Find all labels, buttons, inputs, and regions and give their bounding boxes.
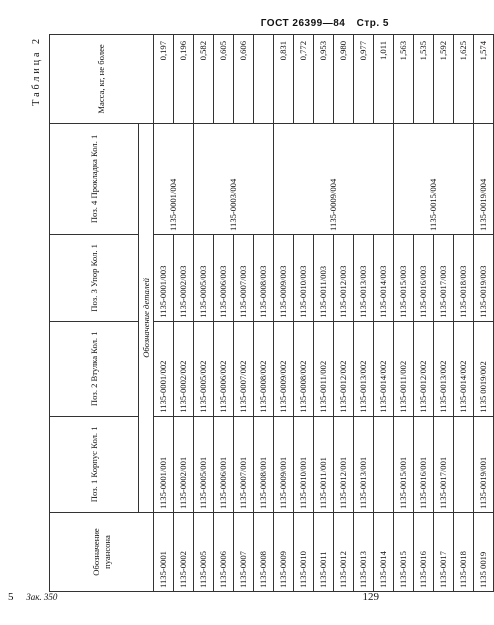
cell-name: 1135-0018: [454, 513, 474, 592]
cell-pos2: 1135-0012/002: [414, 321, 434, 416]
cell-pos2: 1135-0009/002: [274, 321, 294, 416]
cell-pos3: 1135-0018/003: [454, 234, 474, 321]
cell-pos3: 1135-0006/003: [214, 234, 234, 321]
cell-name: 1135-0012: [334, 513, 354, 592]
order-number: Зак. 350: [26, 592, 58, 602]
cell-mass: 0,953: [314, 35, 334, 124]
table-row: [194, 35, 214, 592]
rotated-table-area: [27, 34, 488, 592]
cell-pos2: 1135-0013/002: [354, 321, 374, 416]
cell-pos2: 1135-0012/002: [334, 321, 354, 416]
cell-mass: 1,574: [474, 35, 494, 124]
cell-pos3: 1135-0010/003: [294, 234, 314, 321]
cell-name: 1135 0019: [474, 513, 494, 592]
cell-pos1: 1135-0002/001: [174, 416, 194, 512]
col-header-mass: Масса, кг, не более: [50, 35, 154, 124]
footer-side-number: 5: [8, 591, 14, 603]
footer-left: [8, 591, 57, 603]
cell-mass: 0,605: [214, 35, 234, 124]
col-header-pos3: Поз. 3 Упор Кол. 1: [50, 234, 139, 321]
cell-mass: 0,197: [154, 35, 174, 124]
cell-name: 1135-0006: [214, 513, 234, 592]
cell-pos1: 1135-0012/001: [334, 416, 354, 512]
cell-name: 1135-0016: [414, 513, 434, 592]
cell-name: 1135-0007: [234, 513, 254, 592]
cell-pos1: 1135-0011/001: [314, 416, 334, 512]
cell-pos3: 1135-0019/003: [474, 234, 494, 321]
table-row: [334, 35, 354, 592]
cell-pos3: 1135-0008/003: [254, 234, 274, 321]
cell-pos3: 1135-0015/003: [394, 234, 414, 321]
cell-pos2: 1135-0002/002: [174, 321, 194, 416]
cell-pos2: 1135-0005/002: [194, 321, 214, 416]
cell-mass: 1,011: [374, 35, 394, 124]
table-row: [454, 35, 474, 592]
cell-name: 1135-0002: [174, 513, 194, 592]
table-row: [274, 35, 294, 592]
table-row: [294, 35, 314, 592]
cell-pos3: 1135-0009/003: [274, 234, 294, 321]
cell-mass: 0,772: [294, 35, 314, 124]
cell-pos2: 1135 0019/002: [474, 321, 494, 416]
table-row: [214, 35, 234, 592]
cell-pos2: 1135-0011/002: [314, 321, 334, 416]
cell-name: 1135-0017: [434, 513, 454, 592]
table-row: [174, 35, 194, 592]
col-header-pos2: Поз. 2 Втулка Кол. 1: [50, 321, 139, 416]
page-number-label: Стр. 5: [356, 18, 389, 29]
cell-name: 1135-0005: [194, 513, 214, 592]
cell-pos1: 1135-0015/001: [394, 416, 414, 512]
cell-pos1: 1135-0016/001: [414, 416, 434, 512]
cell-pos4: 1135-0019/004: [474, 123, 494, 234]
cell-mass: 1,535: [414, 35, 434, 124]
col-header-pos4: Поз. 4 Прокладка Кол. 1: [50, 123, 139, 234]
table-row: [434, 35, 454, 592]
cell-mass: 0,977: [354, 35, 374, 124]
cell-mass: 0,831: [274, 35, 294, 124]
cell-pos2: 1135-0007/002: [234, 321, 254, 416]
table-row: [394, 35, 414, 592]
parts-group-header: Обозначение деталей: [139, 123, 154, 512]
cell-name: 1135-0013: [354, 513, 374, 592]
cell-pos1: 1135-0017/001: [434, 416, 454, 512]
cell-pos1: 1135-0010/001: [294, 416, 314, 512]
cell-pos3: 1135-0012/003: [334, 234, 354, 321]
cell-pos3: 1135-0002/003: [174, 234, 194, 321]
table-row: [354, 35, 374, 592]
table-row: [374, 35, 394, 592]
cell-pos2: 1135-0013/002: [434, 321, 454, 416]
col-header-pos1: Поз. 1 Корпус Кол. 1: [50, 416, 139, 512]
col-header-name: Обозначение пуансона: [50, 513, 154, 592]
cell-pos4: 1135-0009/004: [274, 123, 394, 234]
table-caption: Таблица 2: [31, 36, 42, 106]
table-row: [234, 35, 254, 592]
cell-pos4: 1135-0003/004: [194, 123, 274, 234]
cell-pos1: 1135-0006/001: [214, 416, 234, 512]
parts-table: [49, 34, 494, 592]
cell-pos2: 1135-0011/002: [394, 321, 414, 416]
cell-pos3: 1135-0007/003: [234, 234, 254, 321]
cell-pos1: 1135-0008/001: [254, 416, 274, 512]
cell-name: 1135-0015: [394, 513, 414, 592]
standard-number: ГОСТ 26399—84: [260, 18, 346, 29]
cell-name: 1135-0010: [294, 513, 314, 592]
cell-mass: 0,980: [334, 35, 354, 124]
cell-mass: 0,606: [234, 35, 254, 124]
table-row: [254, 35, 274, 592]
cell-name: 1135-0001: [154, 513, 174, 592]
cell-pos2: 1135-0008/002: [294, 321, 314, 416]
table-row: [414, 35, 434, 592]
cell-pos2: 1135-0001/002: [154, 321, 174, 416]
cell-name: 1135-0009: [274, 513, 294, 592]
cell-pos2: 1135-0008/002: [254, 321, 274, 416]
cell-pos3: 1135-0014/003: [374, 234, 394, 321]
cell-pos1: 1135-0001/001: [154, 416, 174, 512]
page-header: [253, 18, 389, 29]
cell-pos3: 1135-0016/003: [414, 234, 434, 321]
cell-pos1: [374, 416, 394, 512]
table-row: [314, 35, 334, 592]
cell-name: 1135-0014: [374, 513, 394, 592]
cell-pos1: 1135-0005/001: [194, 416, 214, 512]
cell-pos4: 1135-0015/004: [394, 123, 474, 234]
cell-pos1: [454, 416, 474, 512]
cell-mass: 1,625: [454, 35, 474, 124]
cell-pos2: 1135-0006/002: [214, 321, 234, 416]
cell-pos1: 1135-0019/001: [474, 416, 494, 512]
cell-pos3: 1135-0005/003: [194, 234, 214, 321]
cell-pos3: 1135-0001/003: [154, 234, 174, 321]
cell-pos1: 1135-0009/001: [274, 416, 294, 512]
cell-pos2: 1135-0014/002: [374, 321, 394, 416]
footer-page-number: 129: [362, 591, 379, 603]
cell-name: 1135-0008: [254, 513, 274, 592]
cell-pos1: 1135-0007/001: [234, 416, 254, 512]
cell-mass: [254, 35, 274, 124]
cell-pos2: 1135-0014/002: [454, 321, 474, 416]
table-row: [154, 35, 174, 592]
cell-mass: 1,563: [394, 35, 414, 124]
table-row: [474, 35, 494, 592]
cell-pos1: 1135-0013/001: [354, 416, 374, 512]
cell-pos3: 1135-0017/003: [434, 234, 454, 321]
cell-mass: 1,592: [434, 35, 454, 124]
cell-mass: 0,582: [194, 35, 214, 124]
cell-pos3: 1135-0013/003: [354, 234, 374, 321]
cell-mass: 0,196: [174, 35, 194, 124]
cell-pos4: 1135-0001/004: [154, 123, 194, 234]
cell-name: 1135-0011: [314, 513, 334, 592]
cell-pos3: 1135-0011/003: [314, 234, 334, 321]
